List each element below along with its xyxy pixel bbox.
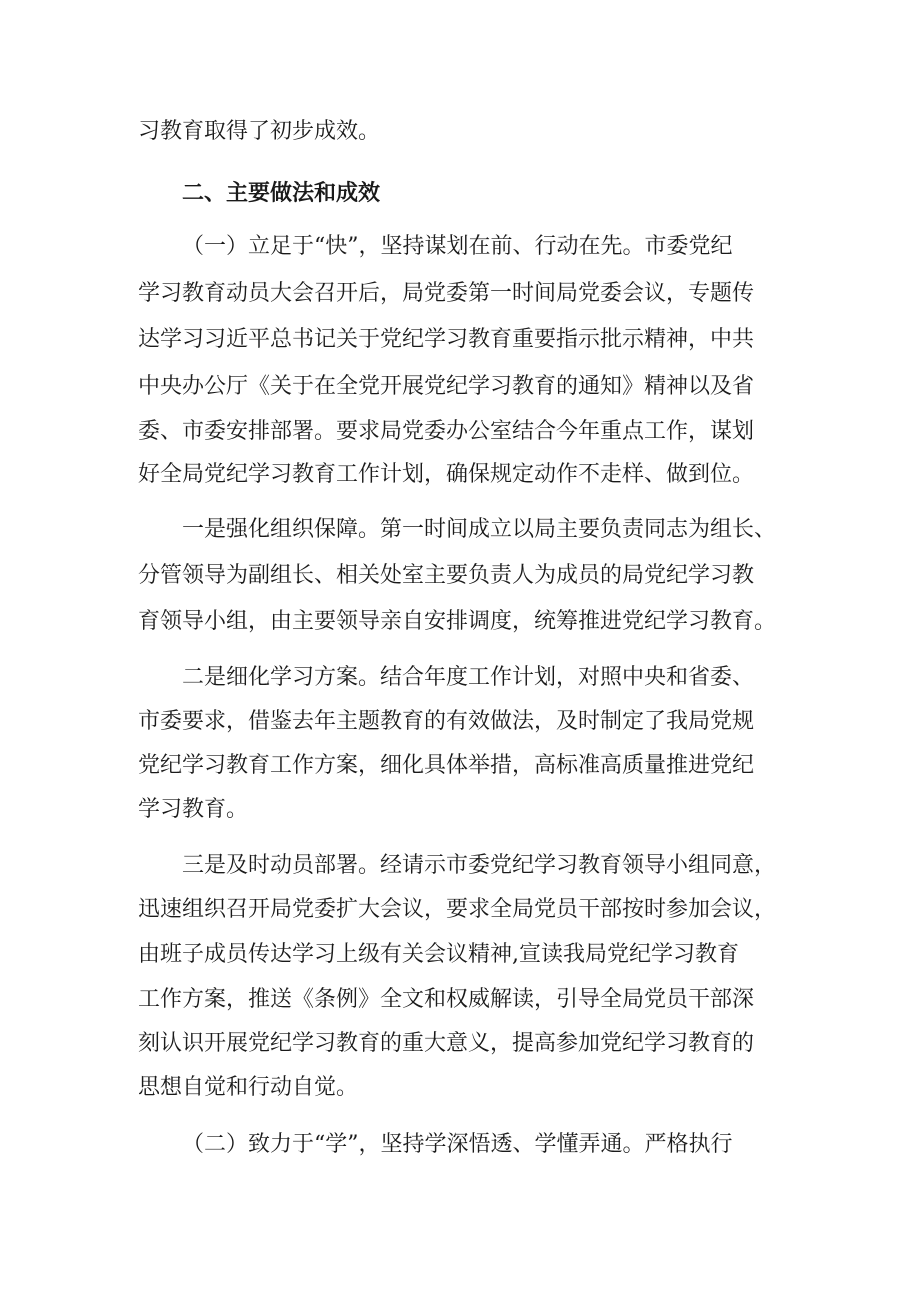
text-line: （二）致力于“学”，坚持学深悟透、学懂弄通。严格执行 — [182, 1132, 733, 1157]
text-line: 党纪学习教育工作方案，细化具体举措，高标准高质量推进党纪 — [138, 753, 755, 778]
text-line: 委、市委安排部署。要求局党委办公室结合今年重点工作，谋划 — [138, 419, 755, 444]
text-line: 迅速组织召开局党委扩大会议，要求全局党员干部按时参加会议， — [138, 897, 777, 922]
text-line: 由班子成员传达学习上级有关会议精神,宣读我局党纪学习教育 — [138, 942, 739, 967]
text-line: 学习教育动员大会召开后，局党委第一时间局党委会议，专题传 — [138, 281, 755, 306]
text-line: 思想自觉和行动自觉。 — [138, 1075, 359, 1100]
text-line: 市委要求，借鉴去年主题教育的有效做法，及时制定了我局党规 — [138, 709, 755, 734]
text-line: 中央办公厅《关于在全党开展党纪学习教育的通知》精神以及省 — [138, 374, 755, 399]
text-line: 习教育取得了初步成效。 — [138, 119, 381, 144]
text-line: （一）立足于“快”，坚持谋划在前、行动在先。市委党纪 — [182, 234, 733, 259]
text-line: 学习教育。 — [138, 797, 249, 822]
text-line: 分管领导为副组长、相关处室主要负责人为成员的局党纪学习教 — [138, 563, 755, 588]
text-line: 工作方案，推送《条例》全文和权威解读，引导全局党员干部深 — [138, 987, 755, 1012]
text-line: 育领导小组，由主要领导亲自安排调度，统筹推进党纪学习教育。 — [138, 609, 777, 634]
text-line: 二是细化学习方案。结合年度工作计划，对照中央和省委、 — [182, 665, 755, 690]
text-line: 刻认识开展党纪学习教育的重大意义，提高参加党纪学习教育的 — [138, 1031, 755, 1056]
text-line: 一是强化组织保障。第一时间成立以局主要负责同志为组长、 — [182, 517, 777, 542]
text-line: 三是及时动员部署。经请示市委党纪学习教育领导小组同意， — [182, 853, 777, 878]
heading-text: 二、主要做法和成效 — [182, 181, 381, 206]
text-line: 达学习习近平总书记关于党纪学习教育重要指示批示精神，中共 — [138, 327, 755, 352]
text-line: 好全局党纪学习教育工作计划，确保规定动作不走样、做到位。 — [138, 462, 755, 487]
